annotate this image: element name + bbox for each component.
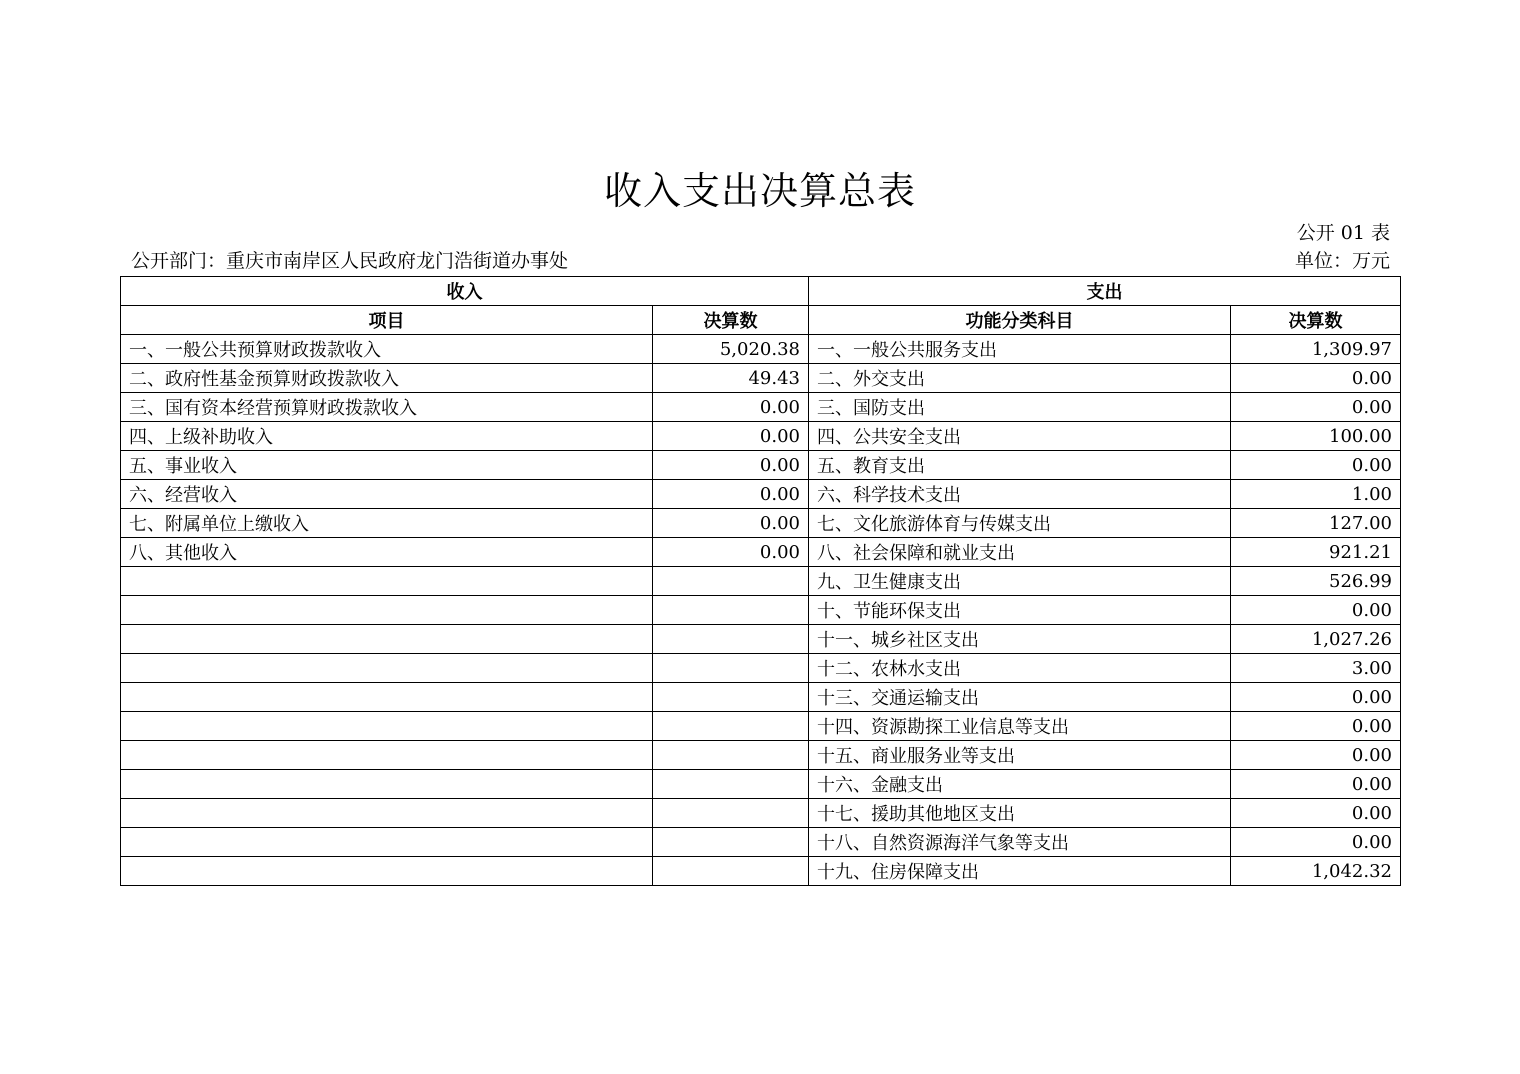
table-row xyxy=(121,480,1401,509)
income-amount-cell xyxy=(653,857,809,886)
income-item-header: 项目 xyxy=(121,306,653,335)
table-row xyxy=(121,538,1401,567)
table-row xyxy=(121,596,1401,625)
table-row xyxy=(121,683,1401,712)
income-amount-cell: 0.00 xyxy=(653,422,809,451)
income-item-cell xyxy=(121,567,653,596)
table-row xyxy=(121,509,1401,538)
expense-item-cell: 三、国防支出 xyxy=(809,393,1231,422)
table-row xyxy=(121,393,1401,422)
expense-amount-cell: 1,042.32 xyxy=(1231,857,1401,886)
expense-header: 支出 xyxy=(809,277,1401,306)
income-amount-header: 决算数 xyxy=(653,306,809,335)
table-row xyxy=(121,567,1401,596)
income-amount-cell: 0.00 xyxy=(653,509,809,538)
expense-item-cell: 九、卫生健康支出 xyxy=(809,567,1231,596)
income-item-cell xyxy=(121,770,653,799)
income-amount-cell: 49.43 xyxy=(653,364,809,393)
income-item-cell xyxy=(121,712,653,741)
table-row xyxy=(121,770,1401,799)
table-row xyxy=(121,625,1401,654)
table-row xyxy=(121,712,1401,741)
income-amount-cell: 5,020.38 xyxy=(653,335,809,364)
expense-amount-cell: 127.00 xyxy=(1231,509,1401,538)
table-row xyxy=(121,422,1401,451)
header-row-group xyxy=(121,277,1401,306)
expense-amount-cell: 526.99 xyxy=(1231,567,1401,596)
expense-item-cell: 八、社会保障和就业支出 xyxy=(809,538,1231,567)
expense-amount-cell: 0.00 xyxy=(1231,828,1401,857)
income-amount-cell: 0.00 xyxy=(653,480,809,509)
table-row xyxy=(121,451,1401,480)
table-row xyxy=(121,654,1401,683)
budget-table xyxy=(120,276,1401,886)
income-item-cell xyxy=(121,596,653,625)
expense-item-cell: 十七、援助其他地区支出 xyxy=(809,799,1231,828)
income-item-cell: 八、其他收入 xyxy=(121,538,653,567)
header-row-columns xyxy=(121,306,1401,335)
income-amount-cell xyxy=(653,625,809,654)
expense-amount-cell: 0.00 xyxy=(1231,596,1401,625)
expense-amount-cell: 0.00 xyxy=(1231,393,1401,422)
income-amount-cell xyxy=(653,770,809,799)
income-item-cell: 四、上级补助收入 xyxy=(121,422,653,451)
income-amount-cell: 0.00 xyxy=(653,538,809,567)
income-amount-cell xyxy=(653,712,809,741)
page-title: 收入支出决算总表 xyxy=(603,169,916,213)
income-amount-cell xyxy=(653,828,809,857)
table-number: 公开 01 表 xyxy=(1296,222,1390,244)
income-amount-cell xyxy=(653,683,809,712)
income-amount-cell xyxy=(653,741,809,770)
income-amount-cell: 0.00 xyxy=(653,393,809,422)
expense-amount-cell: 0.00 xyxy=(1231,683,1401,712)
expense-amount-cell: 0.00 xyxy=(1231,770,1401,799)
expense-item-cell: 十二、农林水支出 xyxy=(809,654,1231,683)
expense-amount-cell: 1,309.97 xyxy=(1231,335,1401,364)
table-row xyxy=(121,335,1401,364)
expense-item-cell: 十四、资源勘探工业信息等支出 xyxy=(809,712,1231,741)
unit-label: 单位：万元 xyxy=(1294,250,1390,272)
expense-item-cell: 十六、金融支出 xyxy=(809,770,1231,799)
income-amount-cell: 0.00 xyxy=(653,451,809,480)
income-header: 收入 xyxy=(121,277,809,306)
expense-amount-cell: 0.00 xyxy=(1231,364,1401,393)
income-item-cell xyxy=(121,857,653,886)
expense-amount-cell: 0.00 xyxy=(1231,451,1401,480)
expense-amount-cell: 0.00 xyxy=(1231,712,1401,741)
expense-amount-cell: 1,027.26 xyxy=(1231,625,1401,654)
table-row xyxy=(121,364,1401,393)
department-label: 公开部门：重庆市南岸区人民政府龙门浩街道办事处 xyxy=(131,250,569,272)
expense-item-cell: 十五、商业服务业等支出 xyxy=(809,741,1231,770)
income-item-cell xyxy=(121,799,653,828)
income-item-cell: 三、国有资本经营预算财政拨款收入 xyxy=(121,393,653,422)
expense-item-cell: 五、教育支出 xyxy=(809,451,1231,480)
income-item-cell: 五、事业收入 xyxy=(121,451,653,480)
expense-item-cell: 一、一般公共服务支出 xyxy=(809,335,1231,364)
income-item-cell: 二、政府性基金预算财政拨款收入 xyxy=(121,364,653,393)
expense-item-cell: 六、科学技术支出 xyxy=(809,480,1231,509)
income-item-cell: 六、经营收入 xyxy=(121,480,653,509)
expense-item-cell: 十八、自然资源海洋气象等支出 xyxy=(809,828,1231,857)
income-amount-cell xyxy=(653,567,809,596)
expense-item-cell: 十三、交通运输支出 xyxy=(809,683,1231,712)
expense-item-header: 功能分类科目 xyxy=(809,306,1231,335)
expense-item-cell: 四、公共安全支出 xyxy=(809,422,1231,451)
income-amount-cell xyxy=(653,654,809,683)
expense-amount-cell: 921.21 xyxy=(1231,538,1401,567)
expense-amount-header: 决算数 xyxy=(1231,306,1401,335)
income-item-cell xyxy=(121,654,653,683)
income-item-cell xyxy=(121,828,653,857)
income-item-cell xyxy=(121,625,653,654)
expense-amount-cell: 0.00 xyxy=(1231,741,1401,770)
income-item-cell: 一、一般公共预算财政拨款收入 xyxy=(121,335,653,364)
income-amount-cell xyxy=(653,596,809,625)
expense-amount-cell: 0.00 xyxy=(1231,799,1401,828)
table-row xyxy=(121,799,1401,828)
expense-amount-cell: 100.00 xyxy=(1231,422,1401,451)
expense-item-cell: 七、文化旅游体育与传媒支出 xyxy=(809,509,1231,538)
expense-amount-cell: 1.00 xyxy=(1231,480,1401,509)
table-row xyxy=(121,741,1401,770)
income-item-cell: 七、附属单位上缴收入 xyxy=(121,509,653,538)
expense-item-cell: 十九、住房保障支出 xyxy=(809,857,1231,886)
table-row xyxy=(121,857,1401,886)
table-row xyxy=(121,828,1401,857)
income-item-cell xyxy=(121,741,653,770)
income-amount-cell xyxy=(653,799,809,828)
income-item-cell xyxy=(121,683,653,712)
expense-item-cell: 十一、城乡社区支出 xyxy=(809,625,1231,654)
expense-item-cell: 十、节能环保支出 xyxy=(809,596,1231,625)
expense-item-cell: 二、外交支出 xyxy=(809,364,1231,393)
expense-amount-cell: 3.00 xyxy=(1231,654,1401,683)
